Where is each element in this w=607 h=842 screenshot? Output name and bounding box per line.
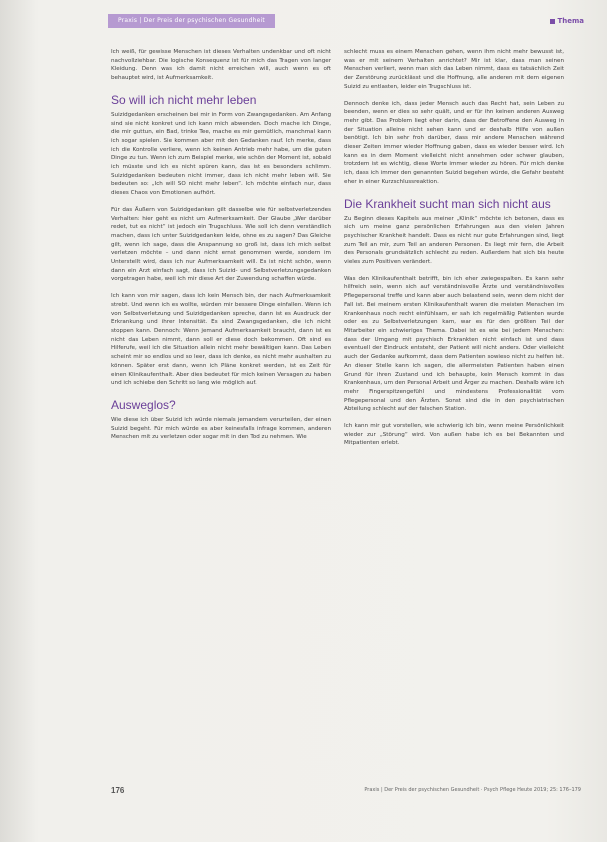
- paragraph: Was den Klinikaufenthalt betrifft, bin ich eher zwiegespalten. Es kann sehr hilfreich sein, wenn sich auf verständnisvolle Ärzte und verständnisvolles Pflegepersonal treffe und kann aber auch belastend sein, wenn dem nicht der Fall ist. Bei meinem ersten Klinikaufenthalt waren die meisten Menschen im Krankenhaus noch recht einfühlsam, er sah ich regelmäßig Patienten wurde oder es zu Selbstverletzungen kam, war es für den größten Teil der Mitarbeiter ein schwieriges Thema. Dabei ist es wie bei jedem Menschen: dass der Umgang mit psychisch Erkrankten nicht einfach ist und dass eventuell der Eindruck entsteht, der Patient will nicht anders. Oder vielleicht auch der Gedanke aufkommt, dass dem Patienten sowieso nicht zu helfen ist. An dieser Stelle kann ich sagen, die allermeisten Patienten haben einen Grund für ihren Zustand und ich behaupte, kein Mensch kommt in das Krankenhaus, um den Personal Arbeit und Ärger zu machen. Deshalb wäre ich mehr Fingerspitzengefühl und mindestens Professionalität vom Pflegepersonal und den Ärzten. Sonst sind die in den psychiatrischen Abteilung schlecht auf der falschen Station.: [344, 275, 564, 413]
- paragraph: Dennoch denke ich, dass jeder Mensch auch das Recht hat, sein Leben zu beenden, wenn er dies so sehr quält, und er für ihn keinen anderen Ausweg mehr gibt. Das Problem liegt eher darin, dass der Betroffene den Ausweg in der Situation alleine nicht sehen kann und er deshalb Hilfe von außen benötigt. Ich bin sehr froh darüber, dass mir andere Menschen während dieser Zeiten immer wieder Hoffnung gaben, dass es wieder besser wird. Ich kann es in dem Moment vielleicht nicht annehmen oder schwer glauben, trotzdem ist es wichtig, diese Worte immer wieder zu hören. Für mich denke ich, dass ich immer den genannten Suizid begehen würde, die Gefahr besteht eher in einer Kurzschlussreaktion.: [344, 100, 564, 185]
- citation: Praxis | Der Preis der psychischen Gesundheit · Psych Pflege Heute 2019; 25: 176–179: [364, 787, 581, 793]
- section-heading: So will ich nicht mehr leben: [111, 92, 257, 107]
- theme-square-icon: [550, 19, 555, 24]
- binding-shadow: [0, 0, 40, 842]
- section-heading: Ausweglos?: [111, 397, 176, 412]
- paragraph: Ich kann mir gut vorstellen, wie schwierig ich bin, wenn meine Persönlichkeit wieder zur „Störung“ wird. Von außen habe ich es bei Bekannten und Mitpatienten erlebt.: [344, 423, 564, 447]
- page-number: 176: [111, 786, 125, 795]
- theme-label: Thema: [557, 17, 584, 25]
- paragraph: Ich weiß, für gewisse Menschen ist dieses Verhalten undenkbar und oft nicht nachvollziehbar. Die logische Konsequenz ist für mich das Tragen von langer Kleidung. Denn was ich damit nicht erreichen will, auch wenn es oft behauptet wird, ist Aufmerksamkeit.: [111, 49, 331, 82]
- section-tab: Praxis | Der Preis der psychischen Gesundheit: [108, 14, 275, 28]
- paragraph: Zu Beginn dieses Kapitels aus meiner „Klinik“ möchte ich betonen, dass es sich um meine ganz persönlichen Erfahrungen aus den vielen Jahren psychischer Krankheit handelt. Dass es nicht nur gute Erfahrungen sind, liegt zum Teil an mir, zum Teil an anderen Personen. Es liegt mir fern, die Arbeit des Personals grundsätzlich schlecht zu reden. Außerdem hat sich bis heute vieles zum Positiven verändert.: [344, 215, 564, 266]
- paragraph: Ich kann von mir sagen, dass ich kein Mensch bin, der nach Aufmerksamkeit strebt. Und wenn ich es wollte, würden mir bessere Dinge einfallen. Wenn ich von Selbstverletzung und Suizidgedanken spreche, dann ist es Ausdruck der Erkrankung und ihrer Intensität. Es sind Zwangsgedanken, die ich nicht stoppen kann. Dennoch: Wenn jemand Aufmerksamkeit braucht, dann ist es nicht das Leben nimmt, dann soll er diese doch bekommen. Oft sind es Hilferufe, weil ich die Situation allein nicht mehr bewältigen kann. Das Leben scheint mir so endlos und so leer, dass ich denke, es nicht mehr aushalten zu können. Später erst dann, wenn ich Pläne konkret werden, ist es Zeit für einen Klinikaufenthalt. Aber dies bedeutet für mich keinen Versagen zu haben und ich schiebe den Schritt so lang wie möglich auf.: [111, 293, 331, 387]
- header-band: [108, 14, 598, 28]
- section-heading: Die Krankheit sucht man sich nicht aus: [344, 196, 551, 211]
- left-column: [111, 48, 331, 448]
- paragraph: schlecht muss es einem Menschen gehen, wenn ihm nicht mehr bewusst ist, was er mit seinem Verhalten anrichtet? Mir ist klar, dass man seinen Menschen verliert, wenn man sich das Leben nimmt, dass es tatsächlich Zeit der Zerstörung zurücklässt und die Hoffnung, alle anderen mit dem eigenen Suizid zu entlasten, leider ein Trugschluss ist.: [344, 49, 564, 90]
- paragraph: Suizidgedanken erscheinen bei mir in Form von Zwangsgedanken. Am Anfang sind sie nicht konkret und ich kann mich abwenden. Doch mache ich Dinge, die mir guttun, ein Bad, trinke Tee, mache es mir gemütlich, manchmal kann ich sogar spielen. Sie kommen aber mit den Gedanken rauf. Ich merke, dass ich die Kontrolle verliere, wenn ich keinen Antrieb mehr habe, um die guten Dinge zu tun. Wenn ich zum Beispiel merke, wie schön der Moment ist, sobald ich müsste und ich es nicht spüren kann, das ist es besonders schlimm. Suizidgedanken bedeuten nicht immer, dass ich nicht mehr leben will. Sie bedeuten so: „Ich will SO nicht mehr leben“. Ich möchte einfach nur, dass dieses Chaos von Emotionen aufhört.: [111, 111, 331, 197]
- page-footer: [111, 786, 581, 798]
- paragraph: Für das Äußern von Suizidgedanken gilt dasselbe wie für selbstverletzendes Verhalten: hier geht es nicht um Aufmerksamkeit. Der Glaube „Wer darüber redet, tut es nicht“ ist jedoch ein Trugschluss. Wie soll ich denn verständlich machen, dass ich unter Suizidgedanken leide, ohne es zu sagen? Das Gleiche gilt, wenn ich sage, dass die Anspannung so groß ist, dass ich mich selbst verletzen möchte – und dann nicht ernst genommen werde, sondern im Unterstellt wird, dass ich nur Aufmerksamkeit will. Es ist nicht schön, wenn dann ein Arzt einfach sagt, dass ich Suizid- und Selbstverletzungsgedanken vorgetragen habe, weil ich mir diese Art der Zuwendung schaffen würde.: [111, 206, 331, 283]
- theme-tag: [550, 15, 584, 27]
- right-column: [344, 48, 564, 454]
- paragraph: Wie diese ich über Suizid ich würde niemals jemandem verurteilen, der einen Suizid begeht. Für mich würde es aber keinesfalls infrage kommen, anderen Menschen mit zu verletzen oder sogar mit in den Tod zu nehmen. Wie: [111, 416, 331, 441]
